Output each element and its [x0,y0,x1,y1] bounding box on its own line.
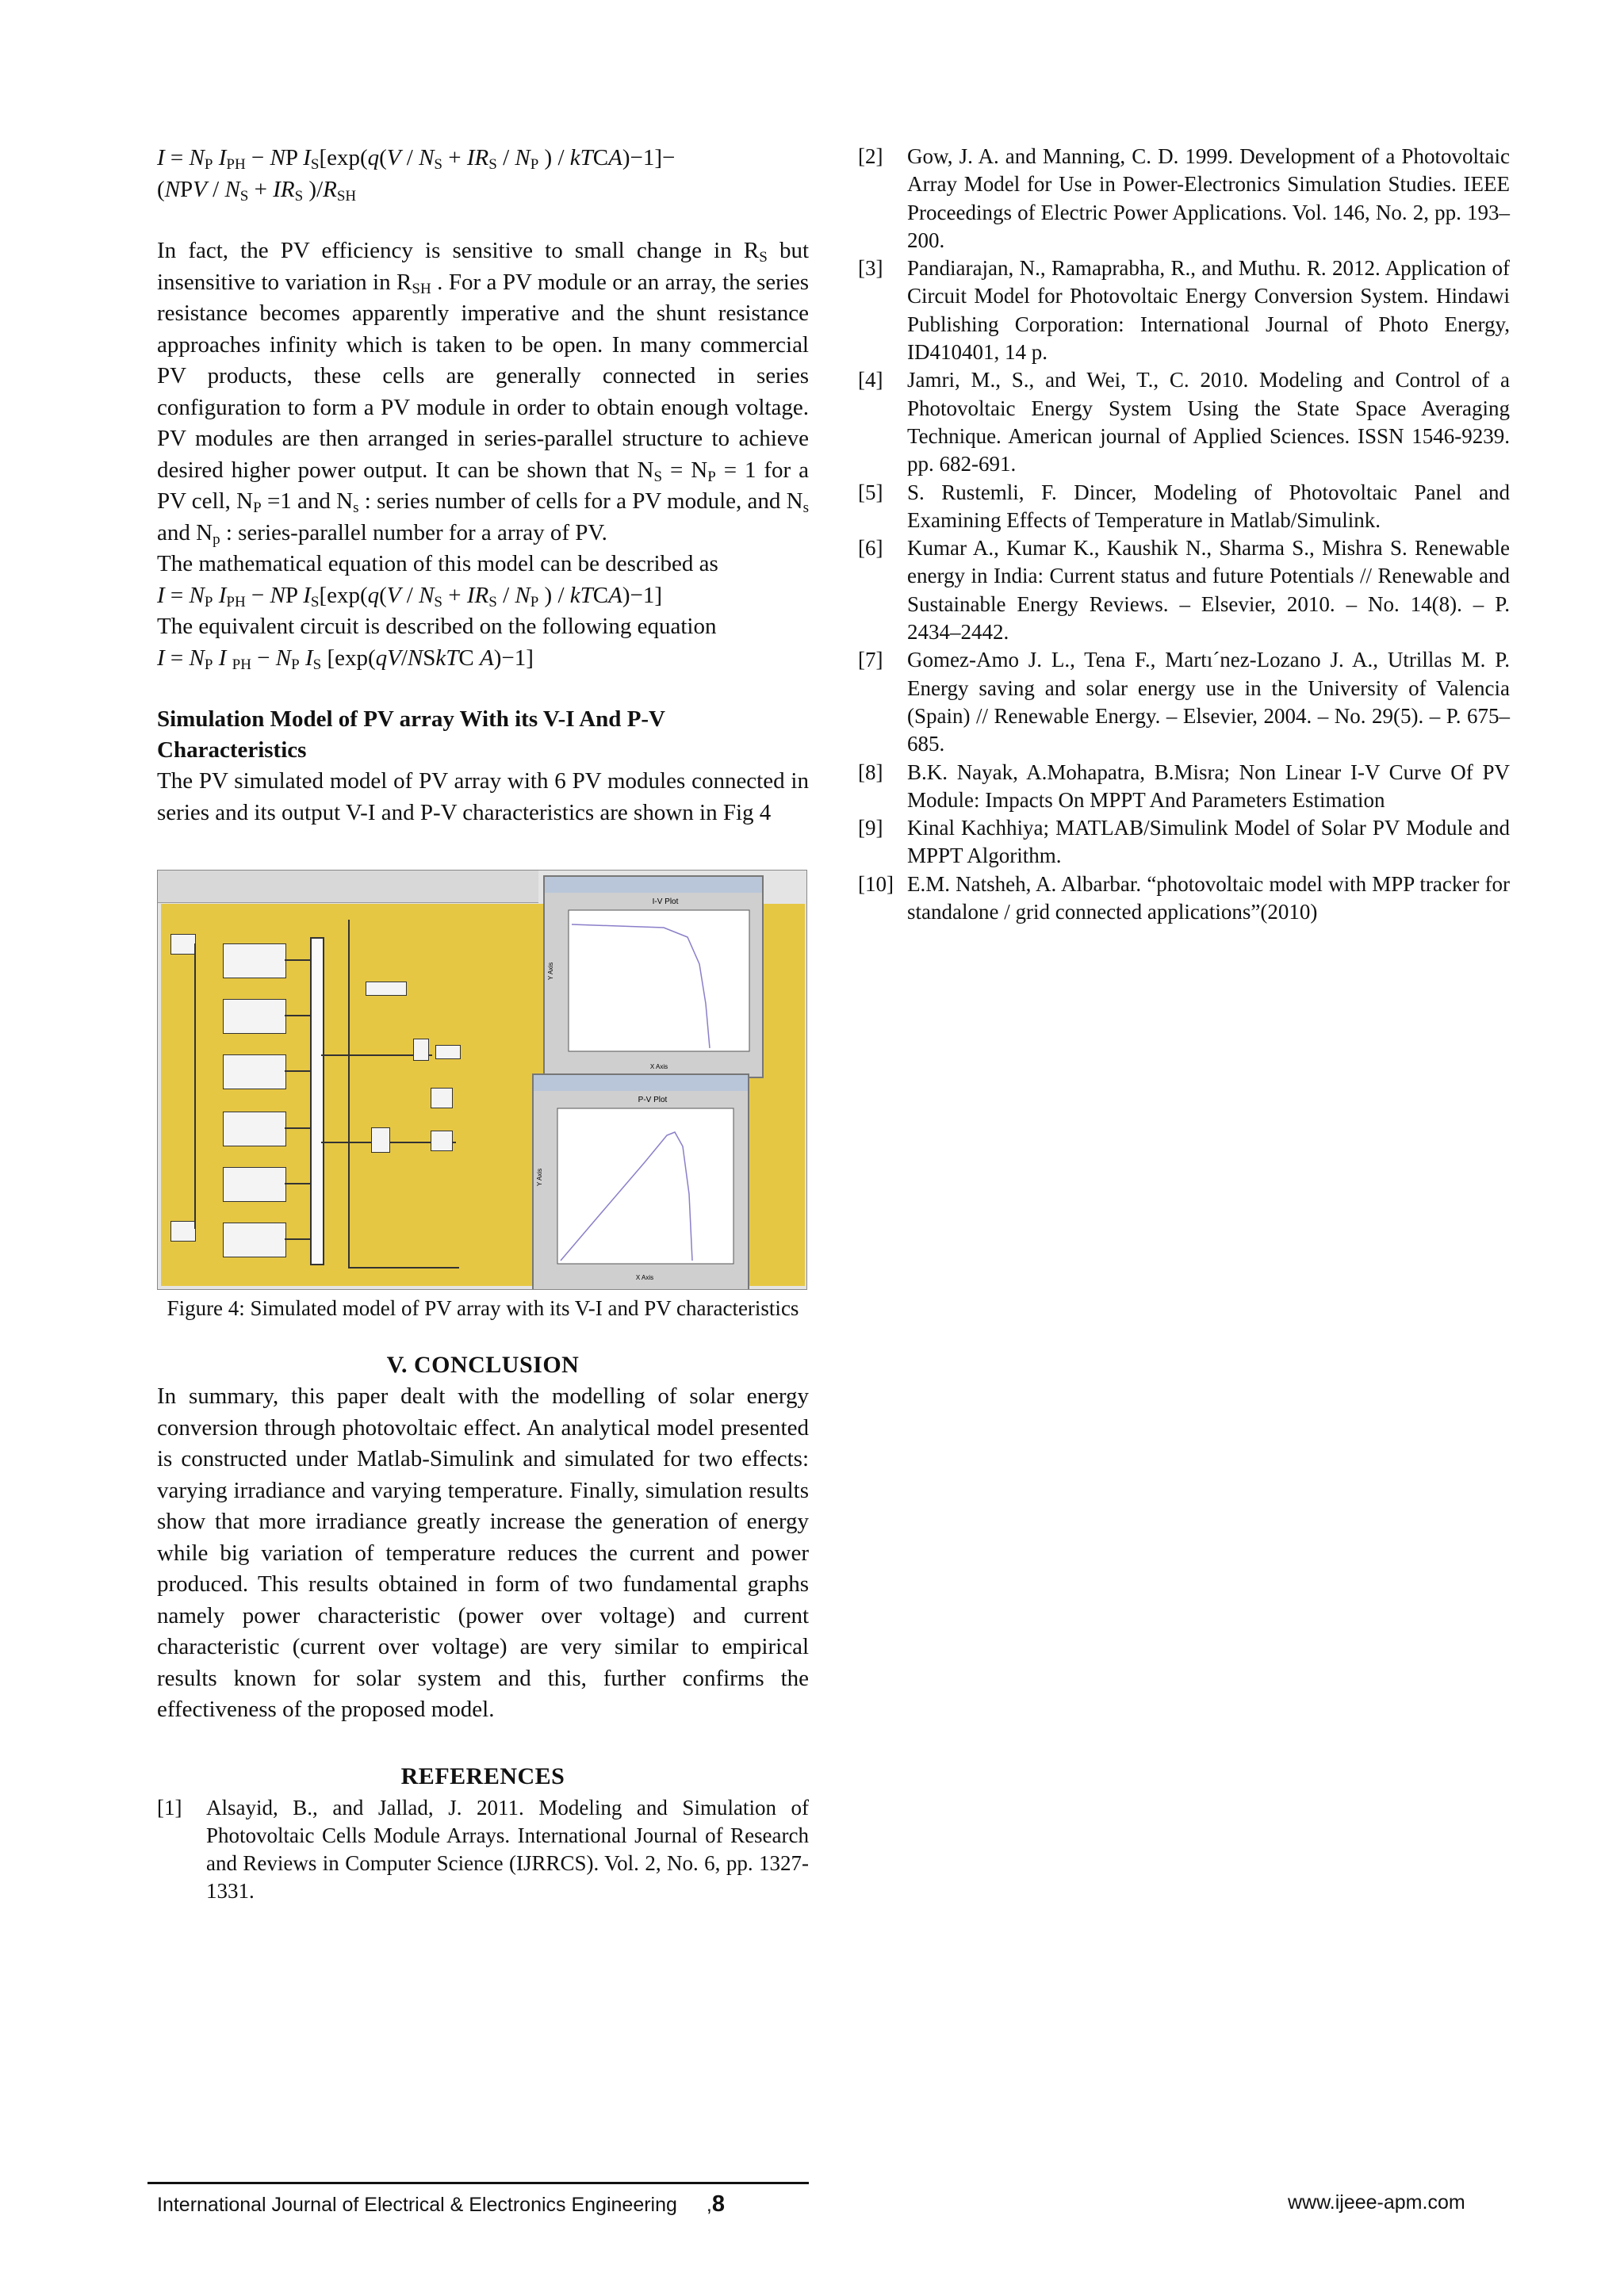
figure-4-screenshot [157,870,807,1290]
figure-caption: Figure 4: Simulated model of PV array with its V-I and PV characteristics [167,1296,799,1320]
reference-4 [858,366,1510,478]
label-block [366,982,407,996]
reference-number: [4] [858,368,883,392]
section-heading-simulation: Simulation Model of PV array With its V-I And P-V Characteristics [157,706,665,763]
equation-1: $I = N_P$ $I_{PH}$ − NP $I_S[\exp(q(V / N_S + IR_S / N_P$ ) / kTCA)−1]− ($NPV / N_S + IR_S$ )$/R_{SH}$ [157,145,676,205]
wire [285,959,310,961]
paragraph-math-intro: The mathematical equation of this model can be described as [157,551,718,576]
reference-text: Gow, J. A. and Manning, C. D. 1999. Development of a Photovoltaic Array Model for Use in Power-Electronics Simulation Studies. IEEE Proceedings of Electric Power Applications. Vol. 146, No. 2, pp. 193–200. [907,144,1510,252]
mux-bus [310,937,324,1265]
reference-list [858,143,1510,926]
vi-plot-ylabel: Y Axis [547,962,554,980]
footer-journal-name: International Journal of Electrical & Electronics Engineering [157,2194,677,2216]
section-heading-conclusion: V. CONCLUSION [386,1352,580,1378]
vi-plot-title: I-V Plot [652,897,679,906]
reference-number: [3] [858,256,883,281]
pv-module-2 [223,999,286,1034]
reference-number: [6] [858,536,883,561]
paragraph-conclusion: In summary, this paper dealt with the modelling of solar energy conversion through photovoltaic effect. An analytical model presented is constructed under Matlab-Simulink and simulated for two effects: varying irradiance and varying temperature. Finally, simulation results show that more irradiance greatly increase the generation of energy while big variation of temperature reduces the current and power produced. This results obtained in form of two fundamental graphs namely power characteristic (power over voltage) and current characteristic (current over voltage) are very similar to empirical results known for solar system and this, further confirms the effectiveness of the proposed model. [157,1383,809,1722]
left-column [157,143,809,1906]
reference-1-text: Alsayid, B., and Jallad, J. 2011. Modeling and Simulation of Photovoltaic Cells Module Arrays. International Journal of Research and Reviews in Computer Science (IJRRCS). Vol. 2, No. 6, pp. 1327-1331. [206,1795,809,1904]
wire [348,920,350,1269]
reference-9 [858,814,1510,871]
reference-2 [858,143,1510,254]
footer-page-sep: , [706,2194,712,2216]
reference-5 [858,479,1510,535]
reference-text: Pandiarajan, N., Ramaprabha, R., and Muthu. R. 2012. Application of Circuit Model for Photovoltaic Energy Conversion System. Hindawi Publishing Corporation: International Journal of Photo Energy, ID410401, 14 p. [907,256,1510,365]
vi-plot-svg [545,893,759,1073]
reference-number: [10] [858,871,894,896]
paragraph-simulation: The PV simulated model of PV array with 6 PV modules connected in series and its output V-I and P-V characteristics are shown in Fig 4 [157,768,809,825]
pv-module-4 [223,1112,286,1146]
reference-6 [858,534,1510,646]
irradiance-block [170,934,196,955]
pv-plot-svg [534,1091,745,1286]
current-sensor [413,1039,429,1061]
power-scope-block [431,1131,453,1151]
reference-number: [7] [858,648,883,672]
wire [285,1070,310,1072]
reference-number: [5] [858,480,883,504]
footer-url: www.ijeee-apm.com [1288,2191,1465,2214]
wire [285,1015,310,1016]
pv-plot-title: P-V Plot [638,1096,668,1104]
reference-8 [858,759,1510,815]
reference-number: [2] [858,144,883,168]
equation-3: $I = N_P$ I $_{PH} - N_P$ $I_S$ [exp(qV/NSkTC A)−1] [157,645,534,673]
reference-number: [8] [858,760,883,784]
pv-module-5 [223,1167,286,1202]
reference-text: B.K. Nayak, A.Mohapatra, B.Misra; Non Linear I-V Curve Of PV Module: Impacts On MPPT And Parameters Estimation [907,760,1510,812]
reference-text: Jamri, M., S., and Wei, T., C. 2010. Modeling and Control of a Photovoltaic Energy System Using the State Space Averaging Technique. American journal of Applied Sciences. ISSN 1546-9239. pp. 682-691. [907,368,1510,476]
reference-1-number: [1] [157,1795,182,1820]
pv-plot-titlebar [534,1075,748,1091]
right-column [858,143,1510,926]
reference-text: Kumar A., Kumar K., Kaushik N., Sharma S., Mishra S. Renewable energy in India: Current status and future Potentials // Renewable and Sustainable Energy Reviews. – Elsevier, 2010. – No. 14(8). – P. 2434–2442. [907,536,1510,645]
pv-module-6 [223,1223,286,1257]
display-block [435,1045,461,1059]
reference-10 [858,871,1510,927]
wire-vertical [194,943,196,1229]
reference-text: S. Rustemli, F. Dincer, Modeling of Photovoltaic Panel and Examining Effects of Temperature in Matlab/Simulink. [907,480,1510,532]
wire [285,1183,310,1184]
wire [348,1267,459,1269]
wire [285,1238,310,1240]
reference-7 [858,646,1510,758]
reference-text: E.M. Natsheh, A. Albarbar. “photovoltaic model with MPP tracker for standalone / grid connected applications”(2010) [907,871,1510,924]
pv-module-1 [223,943,286,978]
simulink-menubar [158,871,538,903]
reference-1 [157,1794,809,1906]
pv-plot-xlabel: X Axis [635,1274,654,1281]
reference-3 [858,254,1510,366]
section-heading-references: REFERENCES [400,1762,565,1789]
footer-journal [157,2191,725,2218]
eq1-tail: )/ [308,176,324,202]
product-block [371,1127,390,1153]
page-number: 8 [711,2191,725,2217]
paragraph-series-resistance: In fact, the PV efficiency is sensitive to small change in $R_S$ but insensitive to variation in $R_{SH}$ . For a PV module or an array, the series resistance becomes apparently imperative and the shunt resistance approaches infinity which is taken to be open. In many commercial PV products, these cells are generally connected in series configuration to form a PV module in order to obtain enough voltage. PV modules are then arranged in series-parallel structure to achieve desired higher power output. It can be shown that $N_S = N_P = 1$ for a PV cell, $N_P =1$ and $N_s$ : series number of cells for a PV module, and $N_s$ and $N_p$ : series-parallel number for a array of PV. [157,238,809,548]
vi-plot-xlabel: X Axis [649,1063,668,1070]
vi-plot-titlebar [545,877,762,893]
pv-plot-window [532,1073,749,1290]
footer-rule [147,2182,809,2184]
temperature-block [170,1221,196,1242]
pv-module-3 [223,1054,286,1089]
reference-number: [9] [858,816,883,840]
wire [285,1127,310,1129]
vi-plot-window [543,875,764,1078]
reference-text: Kinal Kachhiya; MATLAB/Simulink Model of Solar PV Module and MPPT Algorithm. [907,816,1510,868]
paragraph-equivalent-circuit: The equivalent circuit is described on the following equation [157,614,717,639]
pv-plot-ylabel: Y Axis [536,1168,543,1186]
reference-text: Gomez-Amo J. L., Tena F., Martı´nez-Lozano J. A., Utrillas M. P. Energy saving and solar energy use in the University of Valencia (Spain) // Renewable Energy. – Elsevier, 2004. – No. 29(5). – P. 675–685. [907,648,1510,756]
scope-block [431,1088,453,1108]
equation-2: $I = N_P$ $I_{PH}$ − NP $I_S[\exp(q(V / N_S + IR_S / N_P$ ) / kTCA)−1] [157,582,663,610]
